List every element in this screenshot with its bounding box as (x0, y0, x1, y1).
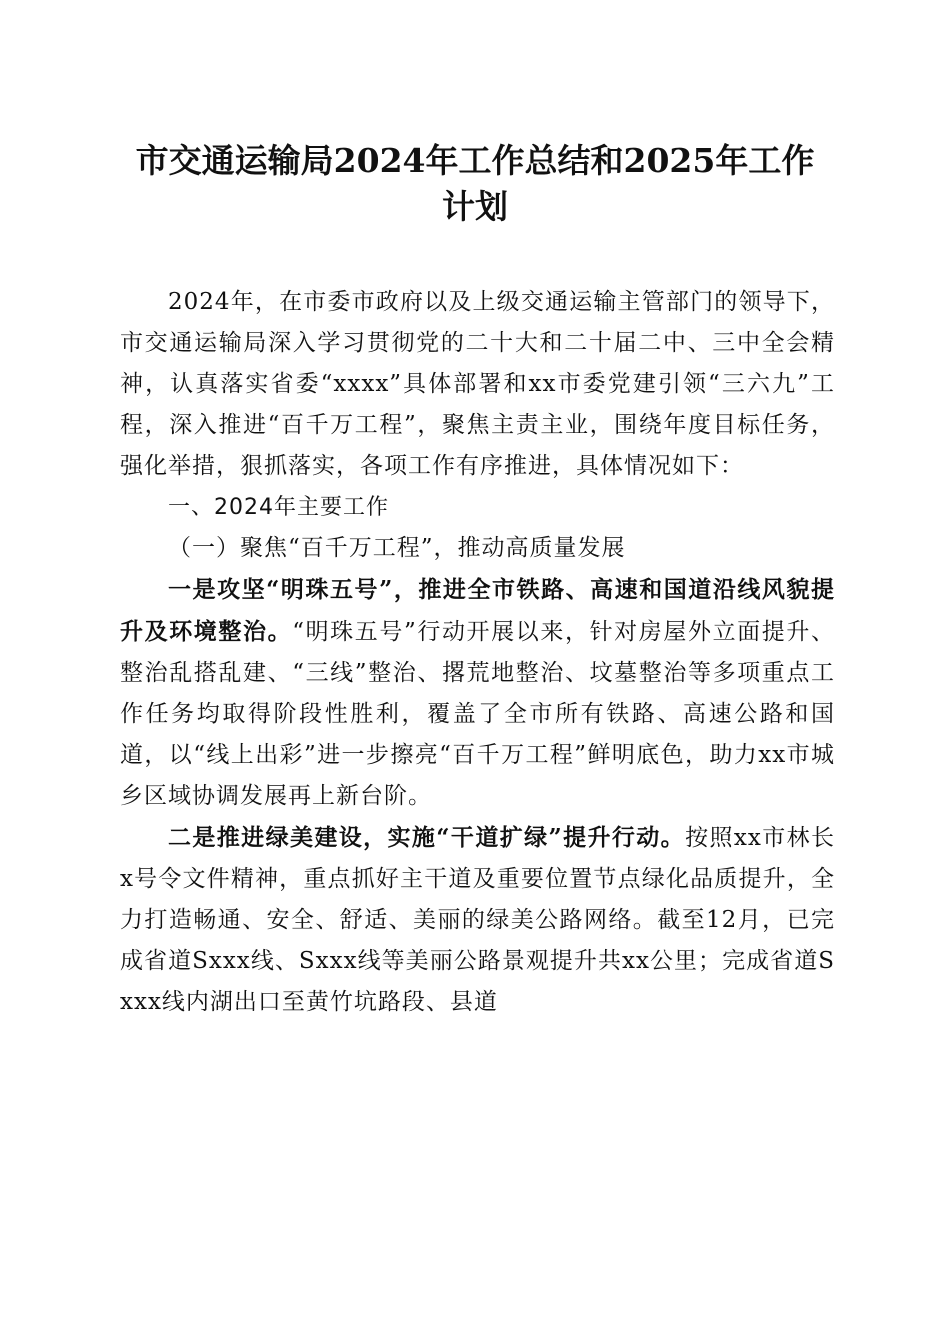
title-line-1: 市交通运输局2024年工作总结和2025年工作 (135, 141, 815, 180)
paragraph-2-lead: 二是推进绿美建设，实施“干道扩绿”提升行动。 (168, 824, 686, 851)
subsection-heading-1: （一）聚焦“百千万工程”，推动高质量发展 (168, 535, 626, 561)
paragraph-2-body: 按照xx市林长x号令文件精神，重点抓好主干道及重要位置节点绿化品质提升，全力打造畅通、安全、舒适、美丽的绿美公路网络。截至12月，已完成省道Sxxx线、Sxxx线等美丽公路景观提升共xx公里；完成省道Sxxx线内湖出口至黄竹坑路段、县道 (120, 825, 835, 1015)
document-title (110, 138, 840, 230)
paragraph-1-lead: 一是攻坚“明珠五号”，推进全市铁路、高速和国道沿线风貌提升及环境整治。 (120, 576, 835, 645)
document-body (120, 282, 835, 1023)
paragraph-1-body: “明珠五号”行动开展以来，针对房屋外立面提升、整治乱搭乱建、“三线”整治、撂荒地整治、坟墓整治等多项重点工作任务均取得阶段性胜利，覆盖了全市所有铁路、高速公路和国道，以“线上出彩”进一步擦亮“百千万工程”鲜明底色，助力xx市城乡区域协调发展再上新台阶。 (120, 619, 835, 809)
intro-paragraph: 2024年，在市委市政府以及上级交通运输主管部门的领导下，市交通运输局深入学习贯彻党的二十大和二十届二中、三中全会精神，认真落实省委“xxxx”具体部署和xx市委党建引领“三六九”工程，深入推进“百千万工程”，聚焦主责主业，围绕年度目标任务，强化举措，狠抓落实，各项工作有序推进，具体情况如下： (120, 289, 835, 479)
paragraph-1 (120, 569, 835, 817)
paragraph-2 (120, 817, 835, 1023)
section-heading-1: 一、2024年主要工作 (168, 495, 389, 520)
title-line-2: 计划 (442, 187, 508, 226)
